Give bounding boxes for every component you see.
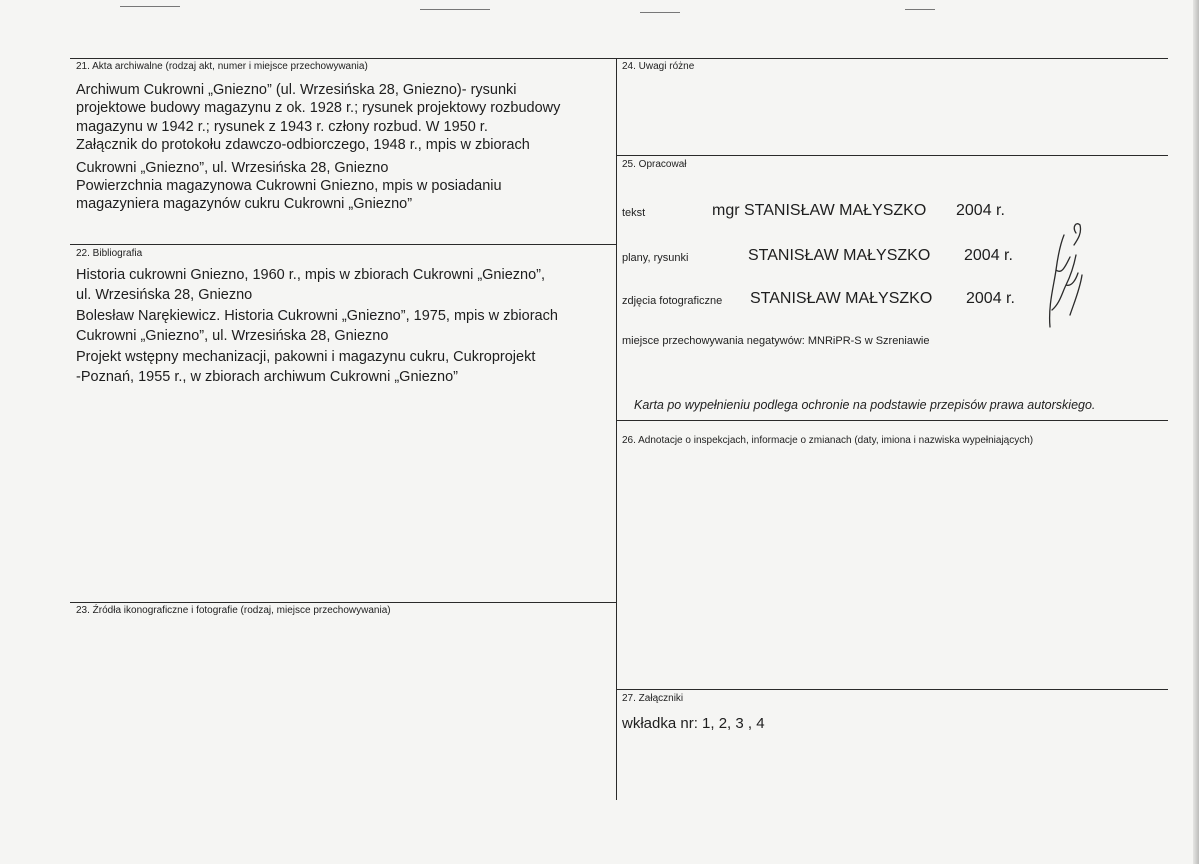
scan-mark	[640, 12, 680, 13]
plany-label: plany, rysunki	[622, 252, 689, 264]
scan-mark	[120, 6, 180, 7]
tekst-label: tekst	[622, 207, 646, 219]
text-line: Projekt wstępny mechanizacji, pakowni i magazynu cukru, Cukroprojekt	[76, 348, 536, 365]
tekst-year: 2004 r.	[956, 202, 1005, 219]
scan-mark	[420, 9, 490, 10]
attachments-value: wkładka nr: 1, 2, 3 , 4	[622, 715, 765, 732]
section-26-label: 26. Adnotacje o inspekcjach, informacje o zmianach (daty, imiona i nazwiska wypełniających)	[622, 435, 1034, 446]
paper-edge	[1193, 0, 1199, 864]
divider-26-27	[616, 689, 1168, 690]
section-27-label: 27. Załączniki	[622, 693, 684, 704]
scan-mark	[905, 9, 935, 10]
copyright-notice: Karta po wypełnieniu podlega ochronie na podstawie przepisów prawa autorskiego.	[634, 398, 1096, 412]
text-line: ul. Wrzesińska 28, Gniezno	[76, 287, 253, 304]
plany-author: STANISŁAW MAŁYSZKO	[748, 247, 931, 264]
divider-24-25	[616, 155, 1168, 156]
section-22-label: 22. Bibliografia	[76, 248, 143, 259]
text-line: magazynu w 1942 r.; rysunek z 1943 r. człony rozbud. W 1950 r.	[76, 118, 488, 135]
negatywy-text: miejsce przechowywania negatywów: MNRiPR-S w Szreniawie	[622, 335, 930, 347]
text-line: Archiwum Cukrowni „Gniezno” (ul. Wrzesińska 28, Gniezno)- rysunki	[76, 82, 517, 98]
section-21-content	[76, 81, 560, 214]
section-25-label: 25. Opracował	[622, 159, 687, 170]
handwritten-signature	[1030, 215, 1090, 335]
section-22-content	[76, 266, 558, 386]
zdjecia-label: zdjęcia fotograficzne	[622, 295, 723, 307]
divider-21-22	[70, 244, 616, 245]
text-line: Powierzchnia magazynowa Cukrowni Gniezno, mpis w posiadaniu	[76, 178, 502, 195]
text-line: Załącznik do protokołu zdawczo-odbiorczego, 1948 r., mpis w zbiorach	[76, 137, 530, 154]
text-line: -Poznań, 1955 r., w zbiorach archiwum Cukrowni „Gniezno”	[76, 369, 458, 386]
zdjecia-author: STANISŁAW MAŁYSZKO	[750, 290, 933, 307]
text-line: Cukrowni „Gniezno”, ul. Wrzesińska 28, Gniezno	[76, 159, 389, 176]
text-line: Bolesław Narękiewicz. Historia Cukrowni „Gniezno”, 1975, mpis w zbiorach	[76, 307, 558, 324]
section-21-label: 21. Akta archiwalne (rodzaj akt, numer i miejsce przechowywania)	[76, 61, 368, 72]
zdjecia-year: 2004 r.	[966, 290, 1015, 307]
text-line: Historia cukrowni Gniezno, 1960 r., mpis w zbiorach Cukrowni „Gniezno”,	[76, 267, 546, 283]
text-line: projektowe budowy magazynu z ok. 1928 r.; rysunek projektowy rozbudowy	[76, 100, 561, 117]
tekst-author: mgr STANISŁAW MAŁYSZKO	[712, 202, 927, 219]
text-line: magazyniera magazynów cukru Cukrowni „Gniezno”	[76, 196, 413, 213]
plany-year: 2004 r.	[964, 247, 1013, 264]
section-24-label: 24. Uwagi różne	[622, 61, 695, 72]
text-line: Cukrowni „Gniezno”, ul. Wrzesińska 28, Gniezno	[76, 328, 389, 345]
divider-22-23	[70, 602, 616, 603]
divider-25-26	[616, 420, 1168, 421]
top-border	[70, 58, 1168, 59]
section-23-label: 23. Źródła ikonograficzne i fotografie (rodzaj, miejsce przechowywania)	[76, 605, 391, 616]
